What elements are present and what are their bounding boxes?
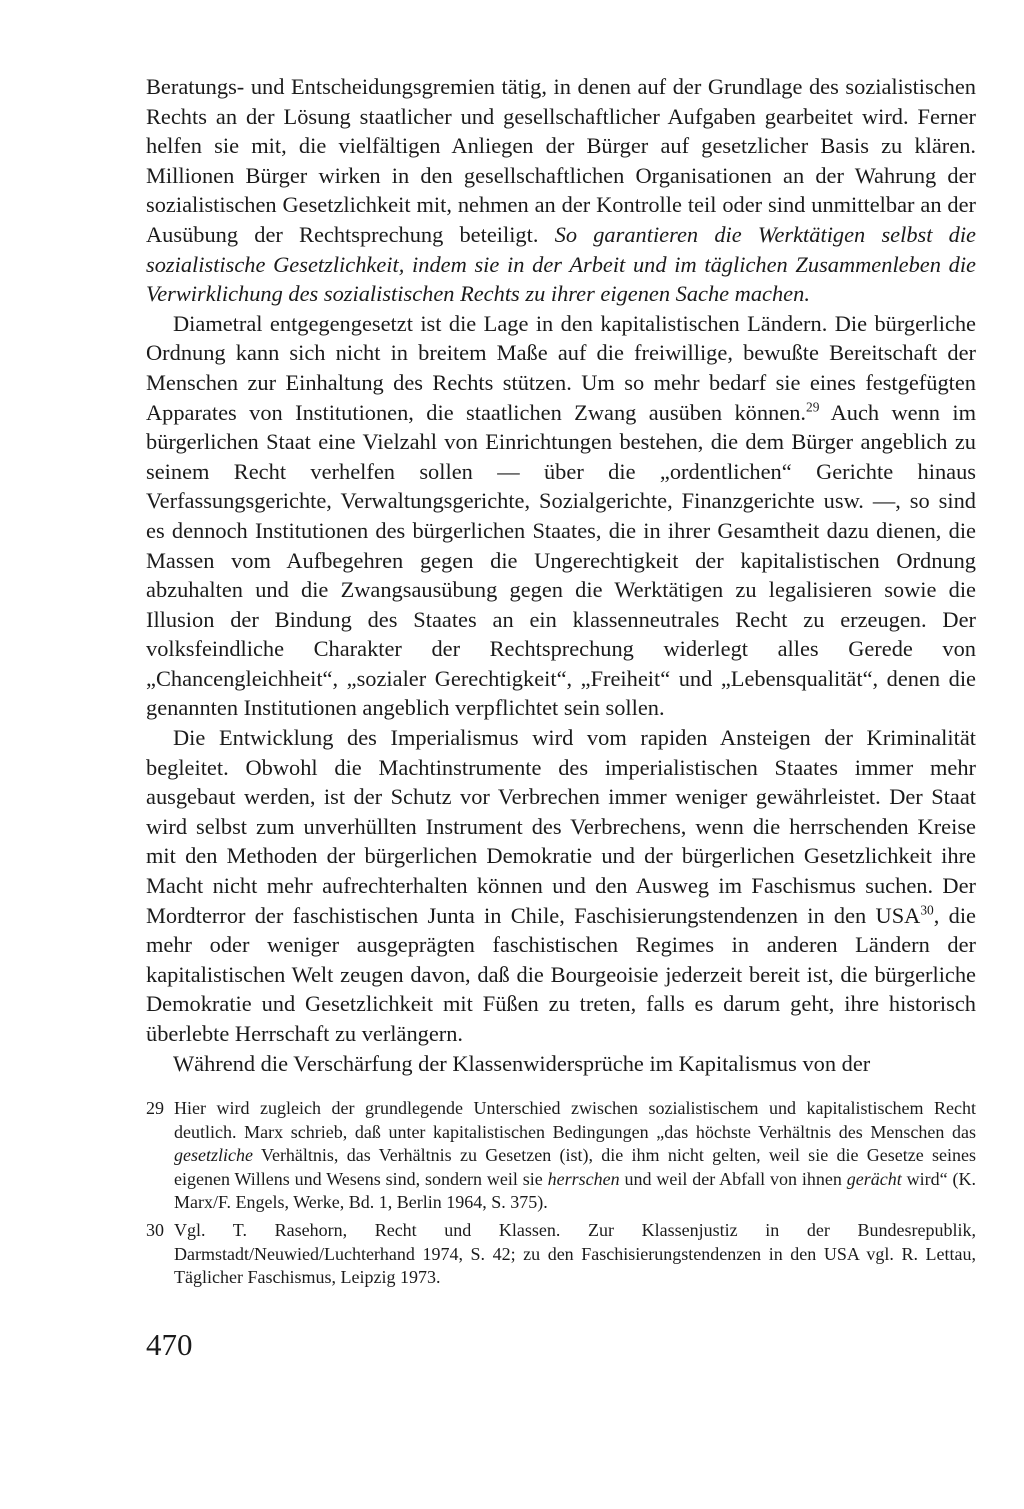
footnote-number: 30 xyxy=(146,1219,164,1240)
paragraph-1-italic-text: So garantieren die Werktätigen selbst die sozialistische Gesetzlichkeit, indem sie in der Arbeit und im täglichen Zusammenleben die Verwirklichung des sozialistischen Rechts zu ihrer eigenen Sache machen. xyxy=(146,221,976,307)
footnote-29 xyxy=(146,1097,976,1215)
footnote-ref-29[interactable]: 29 xyxy=(806,399,820,415)
paragraph-2 xyxy=(146,309,976,723)
footnote-emphasis: herrschen xyxy=(547,1168,620,1189)
footnote-text: Vgl. T. Rasehorn, Recht und Klassen. Zur Klassenjustiz in der Bundesrepublik, Darmstadt/Neuwied/Luchterhand 1974, S. 42; zu den Faschisierungstendenzen in den USA vgl. R. Lettau, Täglicher Faschismus, Leipzig 1973. xyxy=(174,1219,976,1288)
footnote-emphasis: gesetzliche xyxy=(174,1145,253,1166)
footnote-text: wird“ (K. Marx/F. Engels, Werke, Bd. 1, Berlin 1964, S. 375). xyxy=(174,1168,976,1213)
footnote-number: 29 xyxy=(146,1098,164,1118)
paragraph-2-text-b: Auch wenn im bürgerlichen Staat eine Vielzahl von Einrichtungen bestehen, die dem Bürger angeblich zu seinem Recht verhelfen sollen — über die „ordentlichen“ Gerichte hinaus Verfassungsgerichte, Verwaltungsgerichte, Sozialgerichte, Finanzgerichte usw. —, so sind es dennoch Institutionen des bürgerlichen Staates, die in ihrer Gesamtheit dazu dienen, die Massen vom Aufbegehren gegen die Ungerechtigkeit der kapitalistischen Ordnung abzuhalten und die Zwangsausübung gegen die Werktätigen zu legalisieren sowie die Illusion der Bindung des Staates an ein klassenneutrales Recht zu erzeugen. Der volksfeindliche Charakter der Rechtsprechung widerlegt alles Gerede von „Chancengleichheit“, „sozialer Gerechtigkeit“, „Freiheit“ und „Lebensqualität“, denen die genannten Institutionen angeblich verpflichtet sein sollen. xyxy=(146,399,976,721)
footnote-emphasis: gerächt xyxy=(846,1168,902,1189)
footnote-text: und weil der Abfall von ihnen xyxy=(619,1168,847,1189)
main-text xyxy=(146,72,976,1078)
paragraph-3 xyxy=(146,723,976,1049)
paragraph-1-text: Beratungs- und Entscheidungsgremien tätig, in denen auf der Grundlage des sozialistischen Rechts an der Lösung staatlicher und gesellschaftlicher Aufgaben gearbeitet wird. Ferner helfen sie mit, die vielfältigen Anliegen der Bürger auf gesetzlicher Basis zu klären. Millionen Bürger wirken in den gesellschaftlichen Organisationen an der Wahrung der sozialistischen Gesetzlichkeit mit, nehmen an der Kontrolle teil oder sind unmittelbar an der Ausübung der Rechtsprechung beteiligt. xyxy=(146,74,976,247)
page-number: 470 xyxy=(146,1327,193,1362)
footnote-text: Hier wird zugleich der grundlegende Unterschied zwischen sozialistischem und kapitalistischem Recht deutlich. Marx schrieb, daß unter kapitalistischen Bedingungen „das höchste Verhältnis des Menschen das xyxy=(174,1098,976,1142)
footnote-text: Verhältnis, das Verhältnis zu Gesetzen (ist), die ihm nicht gelten, weil sie die Gesetze seines eigenen Willens und Wesens sind, sondern weil sie xyxy=(174,1145,976,1189)
footnotes xyxy=(146,1097,976,1294)
paragraph-2-text-a: Diametral entgegengesetzt ist die Lage in den kapitalistischen Ländern. Die bürgerliche Ordnung kann sich nicht in breitem Maße auf die freiwillige, bewußte Bereitschaft der Menschen zur Einhaltung des Rechts stützen. Um so mehr bedarf sie eines festgefügten Apparates von Institutionen, die staatlichen Zwang ausüben können. xyxy=(146,310,976,425)
paragraph-4 xyxy=(146,1049,976,1079)
paragraph-3-text-b: , die mehr oder weniger ausgeprägten faschistischen Regimes in anderen Ländern der kapitalistischen Welt zeugen davon, daß die Bourgeoisie jederzeit bereit ist, die bürgerliche Demokratie und Gesetzlichkeit mit Füßen zu treten, falls es darum geht, ihre historisch überlebte Herrschaft zu verlängern. xyxy=(146,902,976,1046)
paragraph-1 xyxy=(146,72,976,309)
paragraph-4-text: Während die Verschärfung der Klassenwidersprüche im Kapitalismus von der xyxy=(173,1050,871,1076)
footnote-30 xyxy=(146,1219,976,1290)
footnote-ref-30[interactable]: 30 xyxy=(920,902,934,918)
paragraph-3-text-a: Die Entwicklung des Imperialismus wird vom rapiden Ansteigen der Kriminalität begleitet. Obwohl die Machtinstrumente des imperialistischen Staates immer mehr ausgebaut werden, ist der Schutz vor Verbrechen immer weniger gewährleistet. Der Staat wird selbst zum unverhüllten Instrument des Verbrechens, wenn die herrschenden Kreise mit den Methoden der bürgerlichen Demokratie und der bürgerlichen Gesetzlichkeit ihre Macht nicht mehr aufrechterhalten können und den Ausweg im Faschismus suchen. Der Mordterror der faschistischen Junta in Chile, Faschisierungstendenzen in den USA xyxy=(146,725,976,928)
